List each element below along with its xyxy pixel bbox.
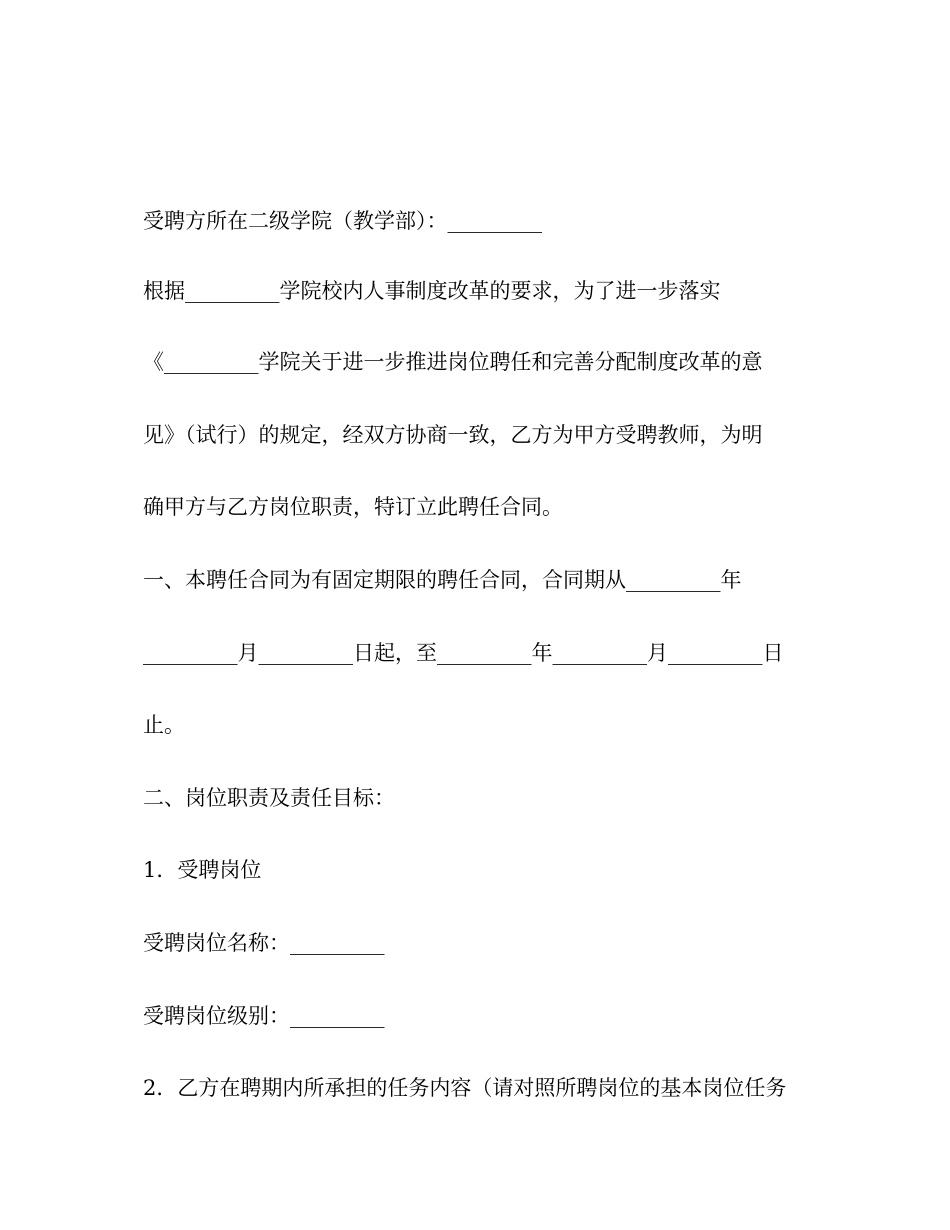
post-level-field: 受聘岗位级别：_________ — [143, 1004, 385, 1028]
clause-one-term: 一、本聘任合同为有固定期限的聘任合同，合同期从_________年 — [143, 568, 742, 592]
line-opinion-title: 《_________学院关于进一步推进岗位聘任和完善分配制度改革的意 — [143, 350, 763, 374]
clause-two-heading: 二、岗位职责及责任目标： — [143, 786, 395, 810]
line-reform-basis: 根据_________学院校内人事制度改革的要求，为了进一步落实 — [143, 279, 721, 303]
line-college-department: 受聘方所在二级学院（教学部）：_________ — [143, 209, 542, 233]
line-purpose: 确甲方与乙方岗位职责，特订立此聘任合同。 — [143, 495, 563, 519]
clause-one-end: 止。 — [143, 713, 185, 737]
clause-one-dates: _________月_________日起，至_________年_________月_________日 — [143, 641, 784, 665]
item-two-tasks: 2．乙方在聘期内所承担的任务内容（请对照所聘岗位的基本岗位任务 — [143, 1076, 787, 1100]
post-name-field: 受聘岗位名称：_________ — [143, 931, 385, 955]
line-agreement: 见》（试行）的规定，经双方协商一致，乙方为甲方受聘教师，为明 — [143, 423, 763, 447]
item-one-post: 1．受聘岗位 — [143, 858, 262, 882]
